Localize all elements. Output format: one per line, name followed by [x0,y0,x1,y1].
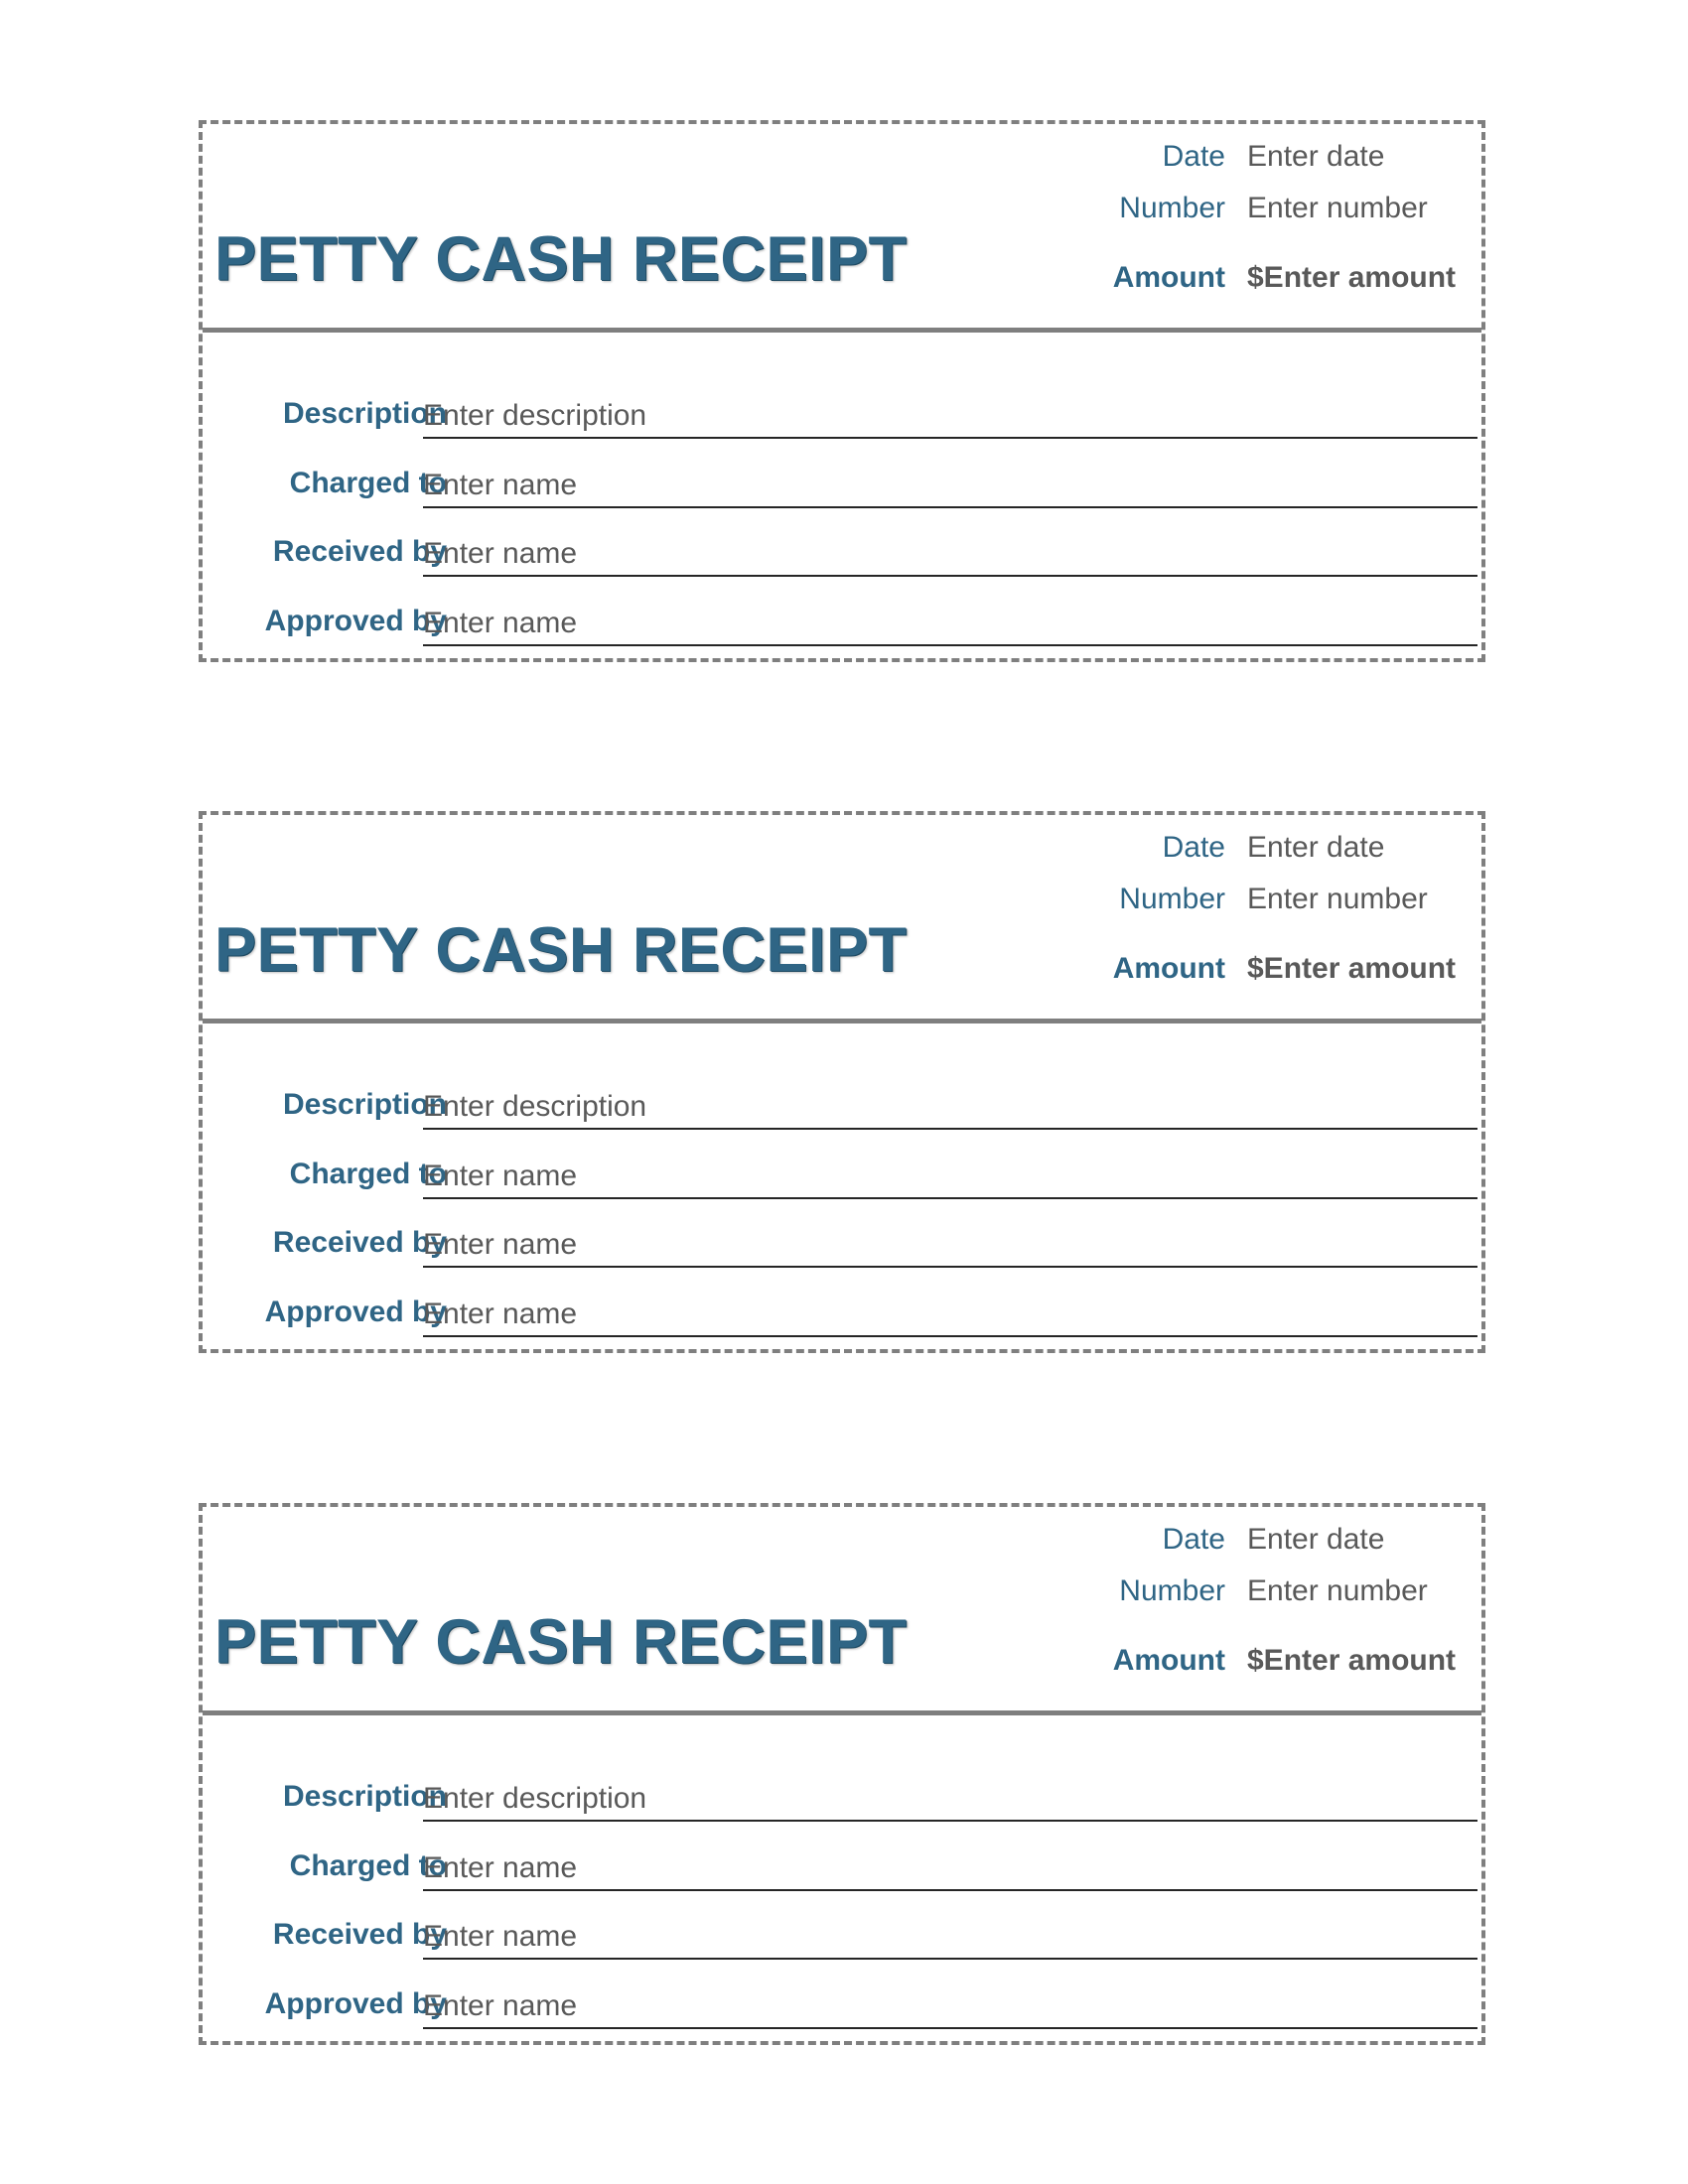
approved-by-row [203,605,1481,652]
approved-by-field[interactable]: Enter name [423,1987,1477,2029]
amount-row [203,261,1481,301]
number-field[interactable]: Enter number [1247,1574,1428,1607]
receipt-header [203,815,1481,1024]
amount-field[interactable]: $Enter amount [1247,952,1457,985]
received-by-row [203,535,1481,583]
received-by-field[interactable]: Enter name [423,535,1477,577]
date-label: Date [1162,831,1225,864]
description-row [203,1088,1481,1136]
date-field[interactable]: Enter date [1247,140,1385,173]
amount-field[interactable]: $Enter amount [1247,1644,1457,1677]
description-field[interactable]: Enter description [423,1088,1477,1130]
approved-by-row [203,1296,1481,1343]
received-by-field[interactable]: Enter name [423,1918,1477,1960]
number-label: Number [1119,883,1225,915]
charged-to-label: Charged to [289,467,447,499]
number-field[interactable]: Enter number [1247,192,1428,224]
amount-label: Amount [1112,261,1225,294]
date-row [203,831,1481,871]
charged-to-field[interactable]: Enter name [423,467,1477,508]
charged-to-field[interactable]: Enter name [423,1158,1477,1199]
date-label: Date [1162,1523,1225,1556]
description-row [203,397,1481,445]
amount-row [203,952,1481,992]
date-row [203,140,1481,180]
description-label: Description [282,397,447,430]
date-field[interactable]: Enter date [1247,831,1385,864]
received-by-label: Received by [272,1226,447,1259]
petty-cash-receipt [199,811,1485,1353]
receipt-header [203,1507,1481,1715]
received-by-label: Received by [272,535,447,568]
receipt-title: PETTY CASH RECEIPT [214,1607,908,1677]
amount-label: Amount [1112,1644,1225,1677]
date-field[interactable]: Enter date [1247,1523,1385,1556]
amount-label: Amount [1112,952,1225,985]
receipt-title: PETTY CASH RECEIPT [214,224,908,294]
approved-by-label: Approved by [264,1296,447,1328]
received-by-row [203,1918,1481,1966]
charged-to-label: Charged to [289,1158,447,1190]
charged-to-label: Charged to [289,1849,447,1882]
description-field[interactable]: Enter description [423,1780,1477,1822]
date-label: Date [1162,140,1225,173]
charged-to-field[interactable]: Enter name [423,1849,1477,1891]
description-label: Description [282,1088,447,1121]
approved-by-label: Approved by [264,1987,447,2020]
amount-row [203,1644,1481,1684]
number-field[interactable]: Enter number [1247,883,1428,915]
petty-cash-receipt [199,120,1485,662]
number-label: Number [1119,192,1225,224]
approved-by-field[interactable]: Enter name [423,1296,1477,1337]
receipt-header [203,124,1481,333]
received-by-row [203,1226,1481,1274]
receipt-title: PETTY CASH RECEIPT [214,915,908,985]
description-row [203,1780,1481,1828]
description-field[interactable]: Enter description [423,397,1477,439]
received-by-label: Received by [272,1918,447,1951]
charged-to-row [203,1849,1481,1897]
charged-to-row [203,467,1481,514]
petty-cash-receipt [199,1503,1485,2045]
charged-to-row [203,1158,1481,1205]
amount-field[interactable]: $Enter amount [1247,261,1457,294]
approved-by-field[interactable]: Enter name [423,605,1477,646]
approved-by-label: Approved by [264,605,447,637]
description-label: Description [282,1780,447,1813]
approved-by-row [203,1987,1481,2035]
date-row [203,1523,1481,1563]
received-by-field[interactable]: Enter name [423,1226,1477,1268]
number-label: Number [1119,1574,1225,1607]
